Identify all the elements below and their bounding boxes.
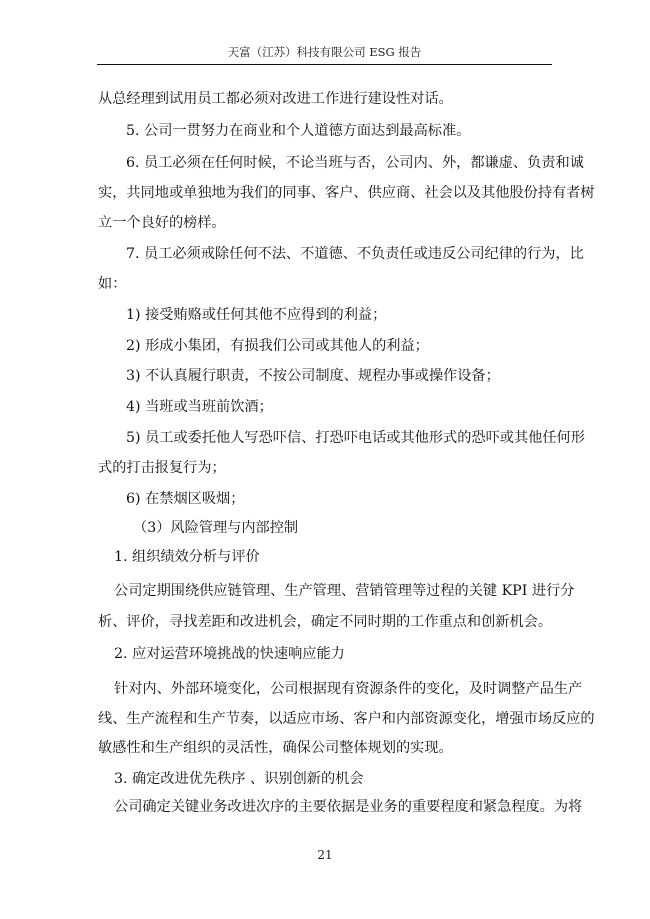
subsection-heading: 3. 确定改进优先秩序 、识别创新的机会 xyxy=(114,771,364,787)
paragraph-line: 敏感性和生产组织的灵活性，确保公司整体规划的实现。 xyxy=(98,740,453,756)
subsection-heading: 1. 组织绩效分析与评价 xyxy=(114,549,260,565)
paragraph-line: 5. 公司一贯努力在商业和个人道德方面达到最高标准。 xyxy=(126,123,471,139)
paragraph-line: 立一个良好的榜样。 xyxy=(98,215,226,231)
paragraph-line: 如： xyxy=(98,276,127,292)
paragraph-line: 针对内、外部环境变化，公司根据现有资源条件的变化，及时调整产品生产 xyxy=(114,681,583,697)
list-item: 3) 不认真履行职责，不按公司制度、规程办事或操作设备； xyxy=(126,368,500,384)
paragraph-line: 7. 员工必须戒除任何不法、不道德、不负责任或违反公司纪律的行为，比 xyxy=(126,246,584,262)
paragraph-line: 6. 员工必须在任何时候，不论当班与否，公司内、外，都谦虚、负责和诚 xyxy=(126,155,584,171)
paragraph-line: 从总经理到试用员工都必须对改进工作进行建设性对话。 xyxy=(98,91,453,107)
paragraph-line: 实，共同地或单独地为我们的同事、客户、供应商、社会以及其他股份持有者树 xyxy=(98,185,595,201)
list-item: 4) 当班或当班前饮酒； xyxy=(126,399,273,415)
list-item: 6) 在禁烟区吸烟； xyxy=(126,491,245,507)
list-item: 1) 接受贿赂或任何其他不应得到的利益； xyxy=(126,307,387,323)
paragraph-line: 线、生产流程和生产节奏，以适应市场、客户和内部资源变化，增强市场反应的 xyxy=(98,711,595,727)
paragraph-line: 公司定期围绕供应链管理、生产管理、营销管理等过程的关键 KPI 进行分 xyxy=(114,583,575,599)
list-item: 2) 形成小集团，有损我们公司或其他人的利益； xyxy=(126,338,429,354)
subsection-heading: 2. 应对运营环境挑战的快速响应能力 xyxy=(114,646,345,662)
list-item: 5) 员工或委托他人写恐吓信、打恐吓电话或其他形式的恐吓或其他任何形 xyxy=(126,430,585,446)
page-header: 天富（江苏）科技有限公司 ESG 报告 xyxy=(97,44,552,65)
paragraph-line: 析、评价，寻找差距和改进机会，确定不同时期的工作重点和创新机会。 xyxy=(98,614,553,630)
section-heading: （3）风险管理与内部控制 xyxy=(133,520,299,536)
paragraph-line: 公司确定关键业务改进次序的主要依据是业务的重要程度和紧急程度。为将 xyxy=(114,799,583,815)
paragraph-line: 式的打击报复行为； xyxy=(98,460,226,476)
page-number: 21 xyxy=(317,848,333,862)
